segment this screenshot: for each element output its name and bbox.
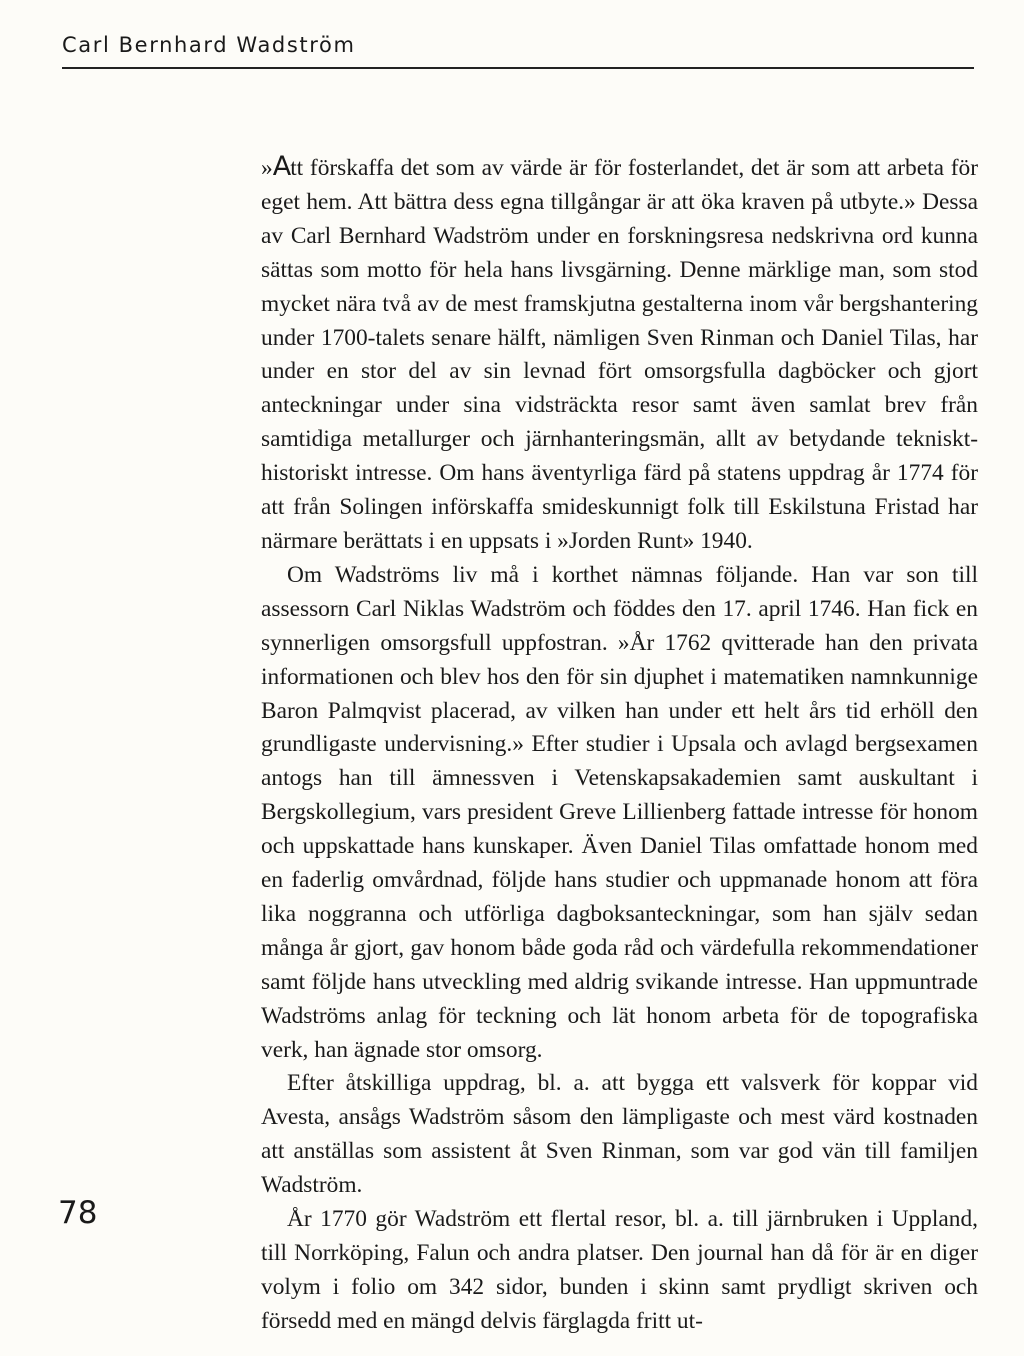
paragraph-1 — [261, 150, 978, 559]
paragraph-4: År 1770 gör Wadström ett flertal resor, bl. a. till järnbruken i Uppland, till Norrköping, Falun och andra platser. Den journal han då för är en diger volym i folio om 342 sidor, bunden i skinn samt prydligt skriven och försedd med en mängd delvis färglagda fritt ut- — [261, 1206, 978, 1334]
opening-quote: » — [261, 155, 273, 181]
initial-letter: A — [272, 151, 291, 182]
running-head: Carl Bernhard Wadström — [62, 33, 356, 57]
paragraph-3: Efter åtskilliga uppdrag, bl. a. att bygga ett valsverk för koppar vid Avesta, ansågs Wadström såsom den lämpligaste och mest värd kostnaden att anställas som assistent åt Sven Rinman, som var god vän till familjen Wadström. — [261, 1070, 978, 1199]
paragraph-1-text: tt förskaffa det som av värde är för fosterlandet, det är som att arbeta för eget hem. Att bättra dess egna tillgångar är att öka kraven på utbyte.» Dessa av Carl Bernhard Wadström under en forskningsresa nedskrivna ord kunna sättas som motto för hela hans livsgärning. Denne märklige man, som stod mycket nära två av de mest framskjutna gestalterna inom vår bergshantering under 1700-talets senare hälft, nämligen Sven Rinman och Daniel Tilas, har under en stor del av sin levnad fört omsorgsfulla dagböcker och gjort anteckningar under sina vidsträckta resor samt även samlat brev från samtidiga metallurger och järnhanteringsmän, allt av betydande tekniskt-historiskt intresse. Om hans äventyrliga färd på statens uppdrag år 1774 för att från Solingen införskaffa smideskunnigt folk till Eskilstuna Fristad har närmare berättats i en uppsats i »Jorden Runt» 1940. — [261, 155, 978, 554]
page-number: 78 — [58, 1195, 98, 1231]
paragraph-2: Om Wadströms liv må i korthet nämnas följande. Han var son till assessorn Carl Niklas Wadström och föddes den 17. april 1746. Han fick en synnerligen omsorgsfull uppfostran. »År 1762 qvitterade han den privata informationen och blev hos den för sin djuphet i matematiken namnkunnige Baron Palmqvist placerad, av vilken han under ett helt års tid erhöll den grundligaste undervisning.» Efter studier i Upsala och avlagd bergsexamen antogs han till ämnessven i Vetenskapsakademien samt auskultant i Bergskollegium, vars president Greve Lillienberg fattade intresse för honom och uppskattade hans kunskaper. Även Daniel Tilas omfattade honom med en faderlig omvårdnad, följde hans studier och uppmanade honom att föra lika noggranna och utförliga dagboksanteckningar, som han själv sedan många år gjort, gav honom både goda råd och värdefulla rekommendationer samt följde hans utveckling med aldrig svikande intresse. Han uppmuntrade Wadströms anlag för teckning och lät honom arbeta för de topografiska verk, han ägnade stor omsorg. — [261, 561, 978, 1063]
header-rule — [62, 67, 974, 69]
body-text — [261, 150, 978, 1339]
